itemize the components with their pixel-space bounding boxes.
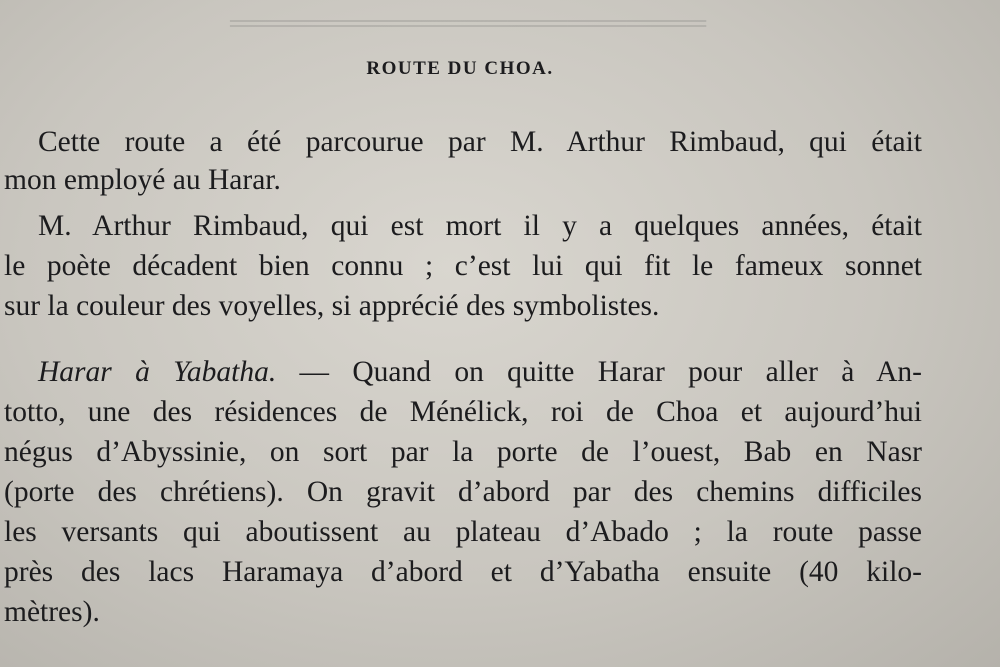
show-through-text: ════════════════════════ bbox=[230, 8, 707, 39]
paragraph-3-line-4: (porte des chrétiens). On gravit d’abord par des chemins difficiles bbox=[4, 476, 922, 508]
paragraph-2-line-3: sur la couleur des voyelles, si apprécié des symbolistes. bbox=[4, 290, 660, 322]
section-label: Harar à Yabatha. bbox=[38, 356, 277, 388]
paragraph-2-line-2: le poète décadent bien connu ; c’est lui qui fit le fameux sonnet bbox=[4, 250, 922, 282]
paragraph-3-line-6: près des lacs Haramaya d’abord et d’Yabatha ensuite (40 kilo- bbox=[4, 556, 922, 588]
paragraph-3-line-2: totto, une des résidences de Ménélick, roi de Choa et aujourd’hui bbox=[4, 396, 922, 428]
section-heading: ROUTE DU CHOA. bbox=[366, 58, 554, 79]
paragraph-3-line-1 bbox=[38, 354, 922, 390]
paragraph-2-line-1: M. Arthur Rimbaud, qui est mort il y a quelques années, était bbox=[38, 210, 922, 242]
paragraph-3-line-7: mètres). bbox=[4, 596, 100, 628]
paragraph-3-line-1-rest: — Quand on quitte Harar pour aller à An- bbox=[276, 356, 922, 388]
paragraph-3-line-3: négus d’Abyssinie, on sort par la porte de l’ouest, Bab en Nasr bbox=[4, 436, 922, 468]
paragraph-1-line-1: Cette route a été parcourue par M. Arthur Rimbaud, qui était bbox=[38, 126, 922, 158]
paragraph-1-line-2: mon employé au Harar. bbox=[4, 164, 281, 196]
paragraph-3-line-5: les versants qui aboutissent au plateau d’Abado ; la route passe bbox=[4, 516, 922, 548]
